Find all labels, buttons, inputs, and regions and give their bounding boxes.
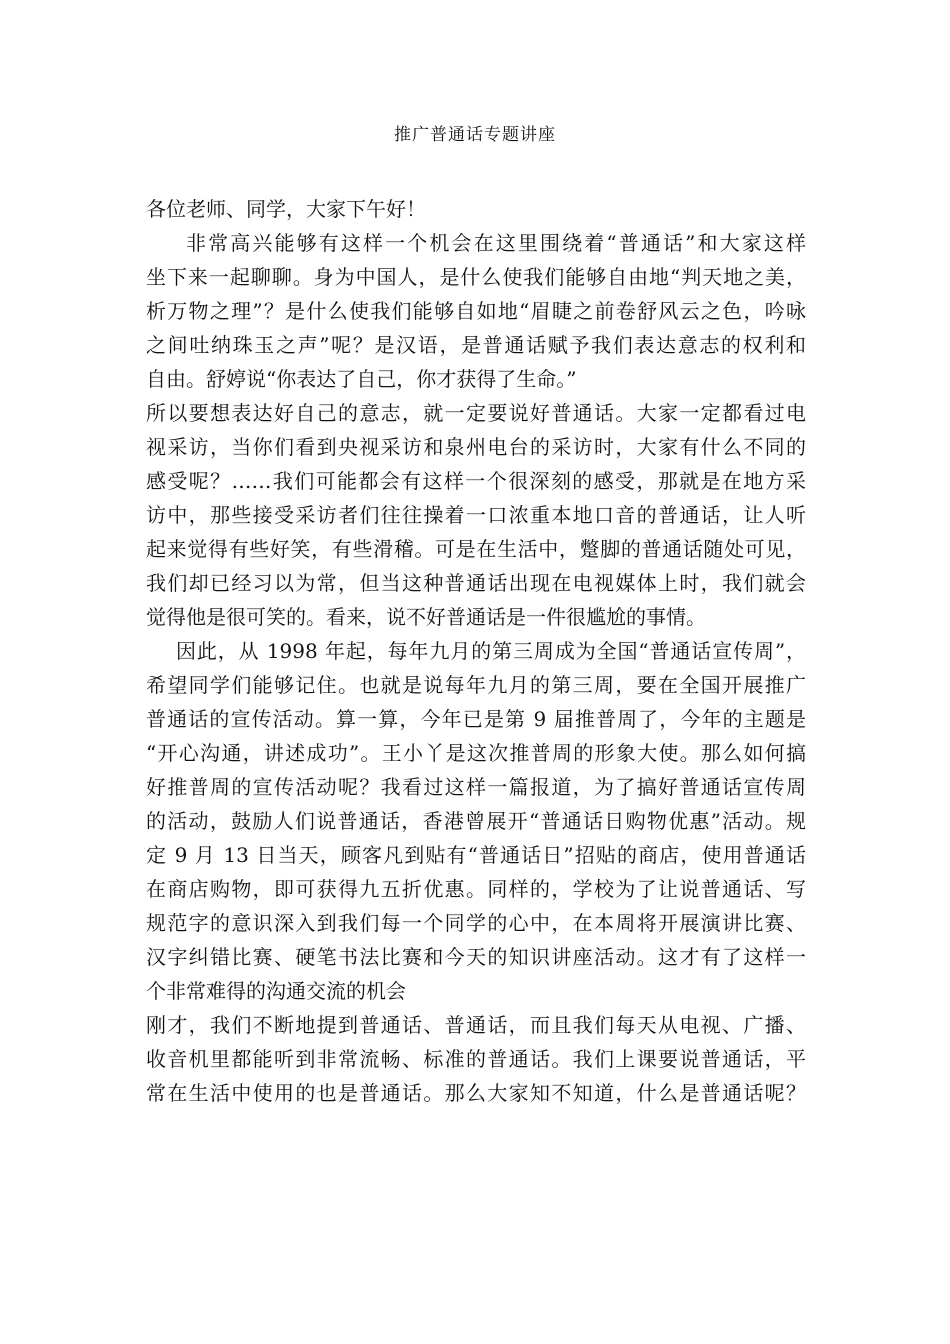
body-line: 普通话的宣传活动。算一算，今年已是第 9 届推普周了，今年的主题是 [146,707,806,731]
body-line: 访中，那些接受采访者们往往操着一口浓重本地口音的普通话，让人听 [146,503,806,527]
document-body [146,192,806,1110]
body-line: 视采访，当你们看到央视采访和泉州电台的采访时，大家有什么不同的 [146,435,806,459]
body-line: 自由。舒婷说“你表达了自己，你才获得了生命。” [146,367,577,391]
body-line: 之间吐纳珠玉之声”呢？是汉语，是普通话赋予我们表达意志的权利和 [146,333,806,357]
body-line: 个非常难得的沟通交流的机会 [146,979,406,1003]
body-line: 我们却已经习以为常，但当这种普通话出现在电视媒体上时，我们就会 [146,571,806,595]
body-line: 非常高兴能够有这样一个机会在这里围绕着“普通话”和大家这样 [186,231,806,255]
body-line: 所以要想表达好自己的意志，就一定要说好普通话。大家一定都看过电 [146,401,806,425]
body-line: 规范字的意识深入到我们每一个同学的心中，在本周将开展演讲比赛、 [146,911,806,935]
body-line: 因此，从 1998 年起，每年九月的第三周成为全国“普通话宣传周”， [176,639,806,663]
body-line: 常在生活中使用的也是普通话。那么大家知不知道，什么是普通话呢？ [146,1081,806,1105]
body-line: 汉字纠错比赛、硬笔书法比赛和今天的知识讲座活动。这才有了这样一 [146,945,806,969]
body-line: 好推普周的宣传活动呢？我看过这样一篇报道，为了搞好普通话宣传周 [146,775,806,799]
body-line: 起来觉得有些好笑，有些滑稽。可是在生活中，蹩脚的普通话随处可见， [146,537,806,561]
body-line: “开心沟通，讲述成功”。王小丫是这次推普周的形象大使。那么如何搞 [146,741,806,765]
body-line: 感受呢？……我们可能都会有这样一个很深刻的感受，那就是在地方采 [146,469,806,493]
body-line: 的活动，鼓励人们说普通话，香港曾展开“普通话日购物优惠”活动。规 [146,809,806,833]
body-line: 刚才，我们不断地提到普通话、普通话，而且我们每天从电视、广播、 [146,1013,806,1037]
body-line: 希望同学们能够记住。也就是说每年九月的第三周，要在全国开展推广 [146,673,806,697]
greeting-line: 各位老师、同学，大家下午好！ [146,197,426,221]
document-title: 推广普通话专题讲座 [394,125,556,145]
body-line: 定 9 月 13 日当天，顾客凡到贴有“普通话日”招贴的商店，使用普通话 [146,843,806,867]
body-line: 在商店购物，即可获得九五折优惠。同样的，学校为了让说普通话、写 [146,877,806,901]
body-line: 析万物之理”？是什么使我们能够自如地“眉睫之前卷舒风云之色，吟咏 [146,299,806,323]
body-line: 觉得他是很可笑的。看来，说不好普通话是一件很尴尬的事情。 [146,605,706,629]
body-line: 坐下来一起聊聊。身为中国人，是什么使我们能够自由地“判天地之美， [146,265,806,289]
body-line: 收音机里都能听到非常流畅、标准的普通话。我们上课要说普通话，平 [146,1047,806,1071]
